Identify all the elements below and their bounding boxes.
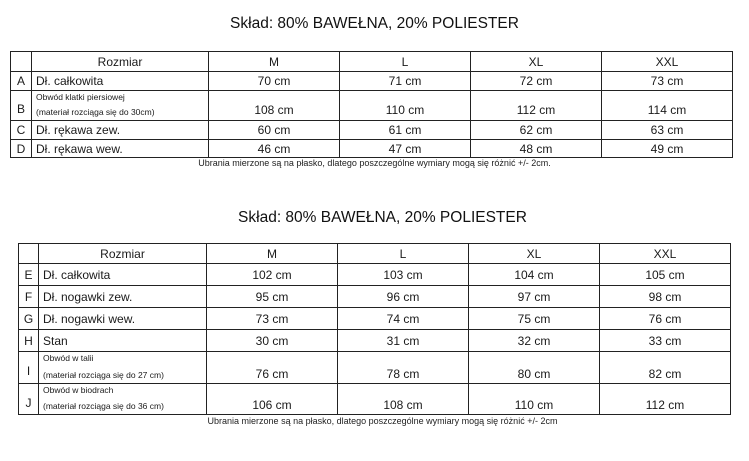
size-header-xl: XL (469, 244, 600, 264)
value-cell: 62 cm (471, 121, 602, 140)
value-cell: 46 cm (209, 140, 340, 158)
value-cell: 32 cm (469, 330, 600, 352)
row-letter: A (11, 72, 32, 91)
corner-cell (19, 244, 39, 264)
size-header-xl: XL (471, 52, 602, 72)
value-cell: 97 cm (469, 286, 600, 308)
value-cell: 61 cm (340, 121, 471, 140)
table-row (19, 330, 731, 352)
row-name: Dł. całkowita (39, 264, 207, 286)
row-subnote: (materiał rozciąga się do 30cm) (36, 107, 155, 117)
row-name: Dł. nogawki zew. (39, 286, 207, 308)
value-cell: 48 cm (471, 140, 602, 158)
value-cell: 108 cm (209, 91, 340, 121)
value-cell: 47 cm (340, 140, 471, 158)
row-name: Dł. nogawki wew. (39, 308, 207, 330)
value-cell: 112 cm (471, 91, 602, 121)
row-name: Obwód w talii (43, 353, 94, 364)
value-cell: 104 cm (469, 264, 600, 286)
value-cell: 63 cm (602, 121, 733, 140)
value-cell: 106 cm (207, 384, 338, 415)
value-cell: 112 cm (600, 384, 731, 415)
value-cell: 80 cm (469, 352, 600, 384)
table-header-row (11, 52, 733, 72)
value-cell: 78 cm (338, 352, 469, 384)
row-letter: G (19, 308, 39, 330)
row-letter: B (11, 91, 32, 121)
value-cell: 82 cm (600, 352, 731, 384)
table2-title: Skład: 80% BAWEŁNA, 20% POLIESTER (238, 209, 527, 226)
row-letter: C (11, 121, 32, 140)
value-cell: 98 cm (600, 286, 731, 308)
size-header-xxl: XXL (600, 244, 731, 264)
table1-title: Skład: 80% BAWEŁNA, 20% POLIESTER (230, 15, 519, 32)
size-header-xxl: XXL (602, 52, 733, 72)
row-name-multiline (32, 91, 209, 121)
row-letter: D (11, 140, 32, 158)
table-row (19, 264, 731, 286)
measurement-note: Ubrania mierzone są na płasko, dlatego poszczególne wymiary mogą się różnić +/- 2cm (207, 416, 558, 426)
size-header-label: Rozmiar (39, 244, 207, 264)
value-cell: 73 cm (207, 308, 338, 330)
row-letter: E (19, 264, 39, 286)
row-name: Dł. rękawa wew. (32, 140, 209, 158)
row-name: Dł. rękawa zew. (32, 121, 209, 140)
table-row (11, 121, 733, 140)
row-subnote: (materiał rozciąga się do 27 cm) (43, 370, 164, 380)
value-cell: 102 cm (207, 264, 338, 286)
value-cell: 71 cm (340, 72, 471, 91)
value-cell: 33 cm (600, 330, 731, 352)
size-header-m: M (209, 52, 340, 72)
table-row (11, 140, 733, 158)
row-letter: J (19, 384, 39, 415)
table-header-row (19, 244, 731, 264)
value-cell: 49 cm (602, 140, 733, 158)
size-header-m: M (207, 244, 338, 264)
row-name: Dł. całkowita (32, 72, 209, 91)
table-row (19, 352, 731, 384)
measurement-note: Ubrania mierzone są na płasko, dlatego poszczególne wymiary mogą się różnić +/- 2cm. (198, 158, 551, 168)
row-name: Obwód w biodrach (43, 385, 114, 396)
value-cell: 31 cm (338, 330, 469, 352)
size-header-l: L (338, 244, 469, 264)
value-cell: 73 cm (602, 72, 733, 91)
value-cell: 76 cm (600, 308, 731, 330)
value-cell: 108 cm (338, 384, 469, 415)
row-name: Obwód klatki piersiowej (36, 92, 125, 103)
value-cell: 114 cm (602, 91, 733, 121)
row-letter: F (19, 286, 39, 308)
value-cell: 60 cm (209, 121, 340, 140)
value-cell: 110 cm (340, 91, 471, 121)
table-row (19, 286, 731, 308)
table-row (11, 72, 733, 91)
value-cell: 103 cm (338, 264, 469, 286)
value-cell: 105 cm (600, 264, 731, 286)
row-subnote: (materiał rozciąga się do 36 cm) (43, 401, 164, 411)
value-cell: 72 cm (471, 72, 602, 91)
size-header-label: Rozmiar (32, 52, 209, 72)
value-cell: 70 cm (209, 72, 340, 91)
row-name-multiline (39, 352, 207, 384)
value-cell: 75 cm (469, 308, 600, 330)
value-cell: 74 cm (338, 308, 469, 330)
row-letter: I (19, 352, 39, 384)
value-cell: 76 cm (207, 352, 338, 384)
size-table-bottom (18, 243, 731, 415)
row-name: Stan (39, 330, 207, 352)
value-cell: 96 cm (338, 286, 469, 308)
table-row (19, 308, 731, 330)
size-table-top (10, 51, 733, 158)
table-row (19, 384, 731, 415)
table-row (11, 91, 733, 121)
value-cell: 30 cm (207, 330, 338, 352)
row-name-multiline (39, 384, 207, 415)
value-cell: 110 cm (469, 384, 600, 415)
size-header-l: L (340, 52, 471, 72)
row-letter: H (19, 330, 39, 352)
corner-cell (11, 52, 32, 72)
value-cell: 95 cm (207, 286, 338, 308)
